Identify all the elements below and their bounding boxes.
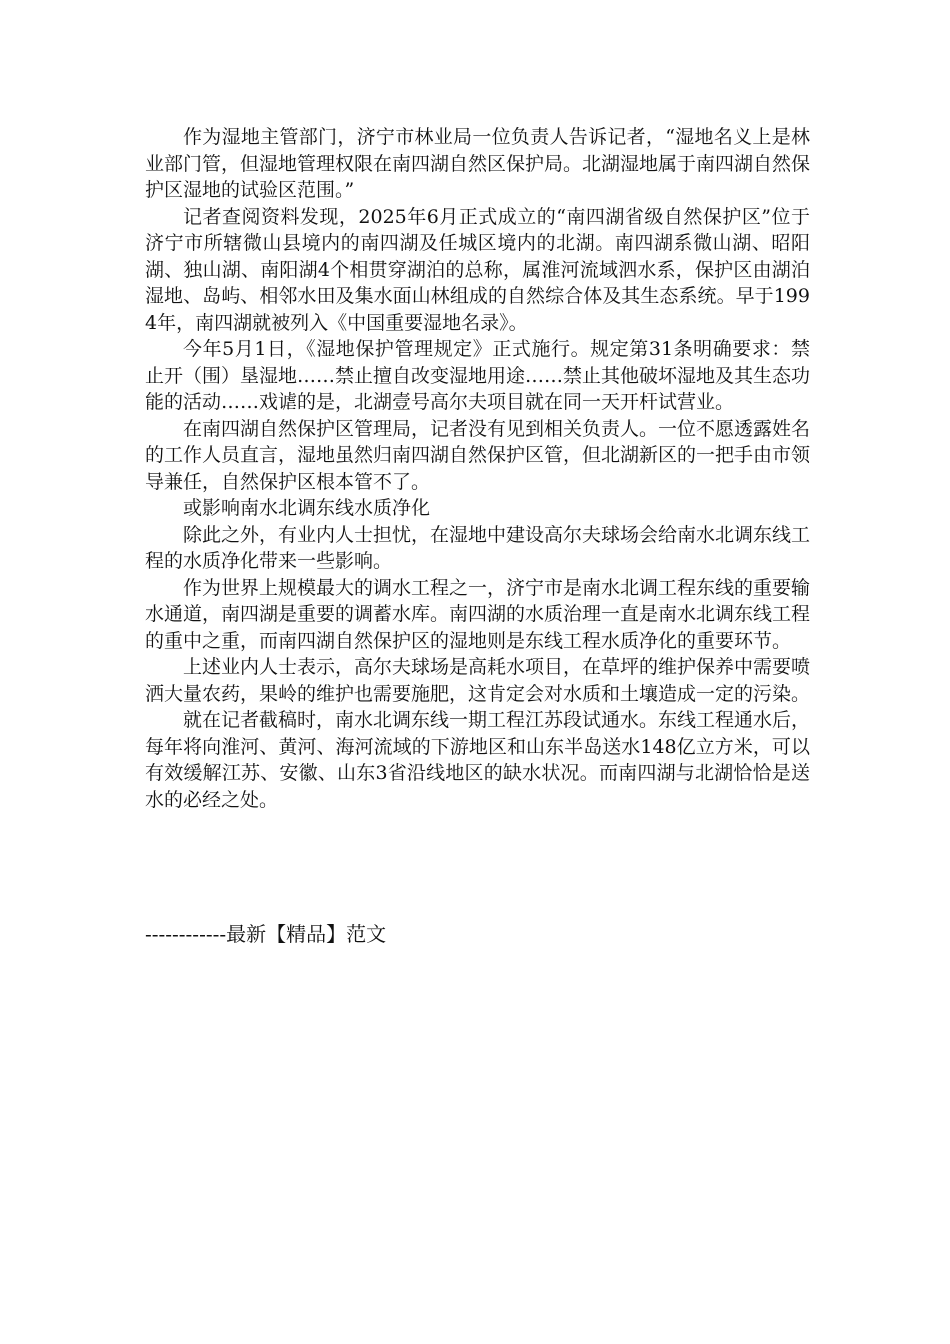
paragraph-6: 作为世界上规模最大的调水工程之一，济宁市是南水北调工程东线的重要输水通道，南四湖是重要的调蓄水库。南四湖的水质治理一直是南水北调东线工程的重中之重，而南四湖自然保护区的湿地则是东线工程水质净化的重要环节。: [145, 576, 811, 652]
paragraph-5: 除此之外，有业内人士担忧，在湿地中建设高尔夫球场会给南水北调东线工程的水质净化带来一些影响。: [145, 523, 811, 572]
paragraph-3: 今年5月1日，《湿地保护管理规定》正式施行。规定第31条明确要求：禁止开（围）垦湿地……禁止擅自改变湿地用途……禁止其他破坏湿地及其生态功能的活动……戏谑的是，北湖壹号高尔夫项目就在同一天开杆试营业。: [145, 338, 811, 413]
article-body: [145, 124, 810, 813]
section-subheading: 或影响南水北调东线水质净化: [183, 497, 431, 519]
paragraph-2: 记者查阅资料发现，2025年6月正式成立的“南四湖省级自然保护区”位于济宁市所辖微山县境内的南四湖及任城区境内的北湖。南四湖系微山湖、昭阳湖、独山湖、南阳湖4个相贯穿湖泊的总称，属淮河流域泗水系，保护区由湖泊湿地、岛屿、相邻水田及集水面山林组成的自然综合体及其生态系统。早于1994年，南四湖就被列入《中国重要湿地名录》。: [145, 205, 810, 334]
paragraph-7: 上述业内人士表示，高尔夫球场是高耗水项目，在草坪的维护保养中需要喷洒大量农药，果岭的维护也需要施肥，这肯定会对水质和土壤造成一定的污染。: [145, 656, 811, 705]
footer-note: ------------最新【精品】范文: [145, 922, 387, 946]
paragraph-4: 在南四湖自然保护区管理局，记者没有见到相关负责人。一位不愿透露姓名的工作人员直言，湿地虽然归南四湖自然保护区管，但北湖新区的一把手由市领导兼任，自然保护区根本管不了。: [145, 417, 811, 493]
paragraph-1: 作为湿地主管部门，济宁市林业局一位负责人告诉记者，“湿地名义上是林业部门管，但湿地管理权限在南四湖自然区保护局。北湖湿地属于南四湖自然保护区湿地的试验区范围。”: [145, 126, 811, 201]
paragraph-8: 就在记者截稿时，南水北调东线一期工程江苏段试通水。东线工程通水后，每年将向淮河、黄河、海河流域的下游地区和山东半岛送水148亿立方米，可以有效缓解江苏、安徽、山东3省沿线地区的缺水状况。而南四湖与北湖恰恰是送水的必经之处。: [145, 709, 811, 811]
